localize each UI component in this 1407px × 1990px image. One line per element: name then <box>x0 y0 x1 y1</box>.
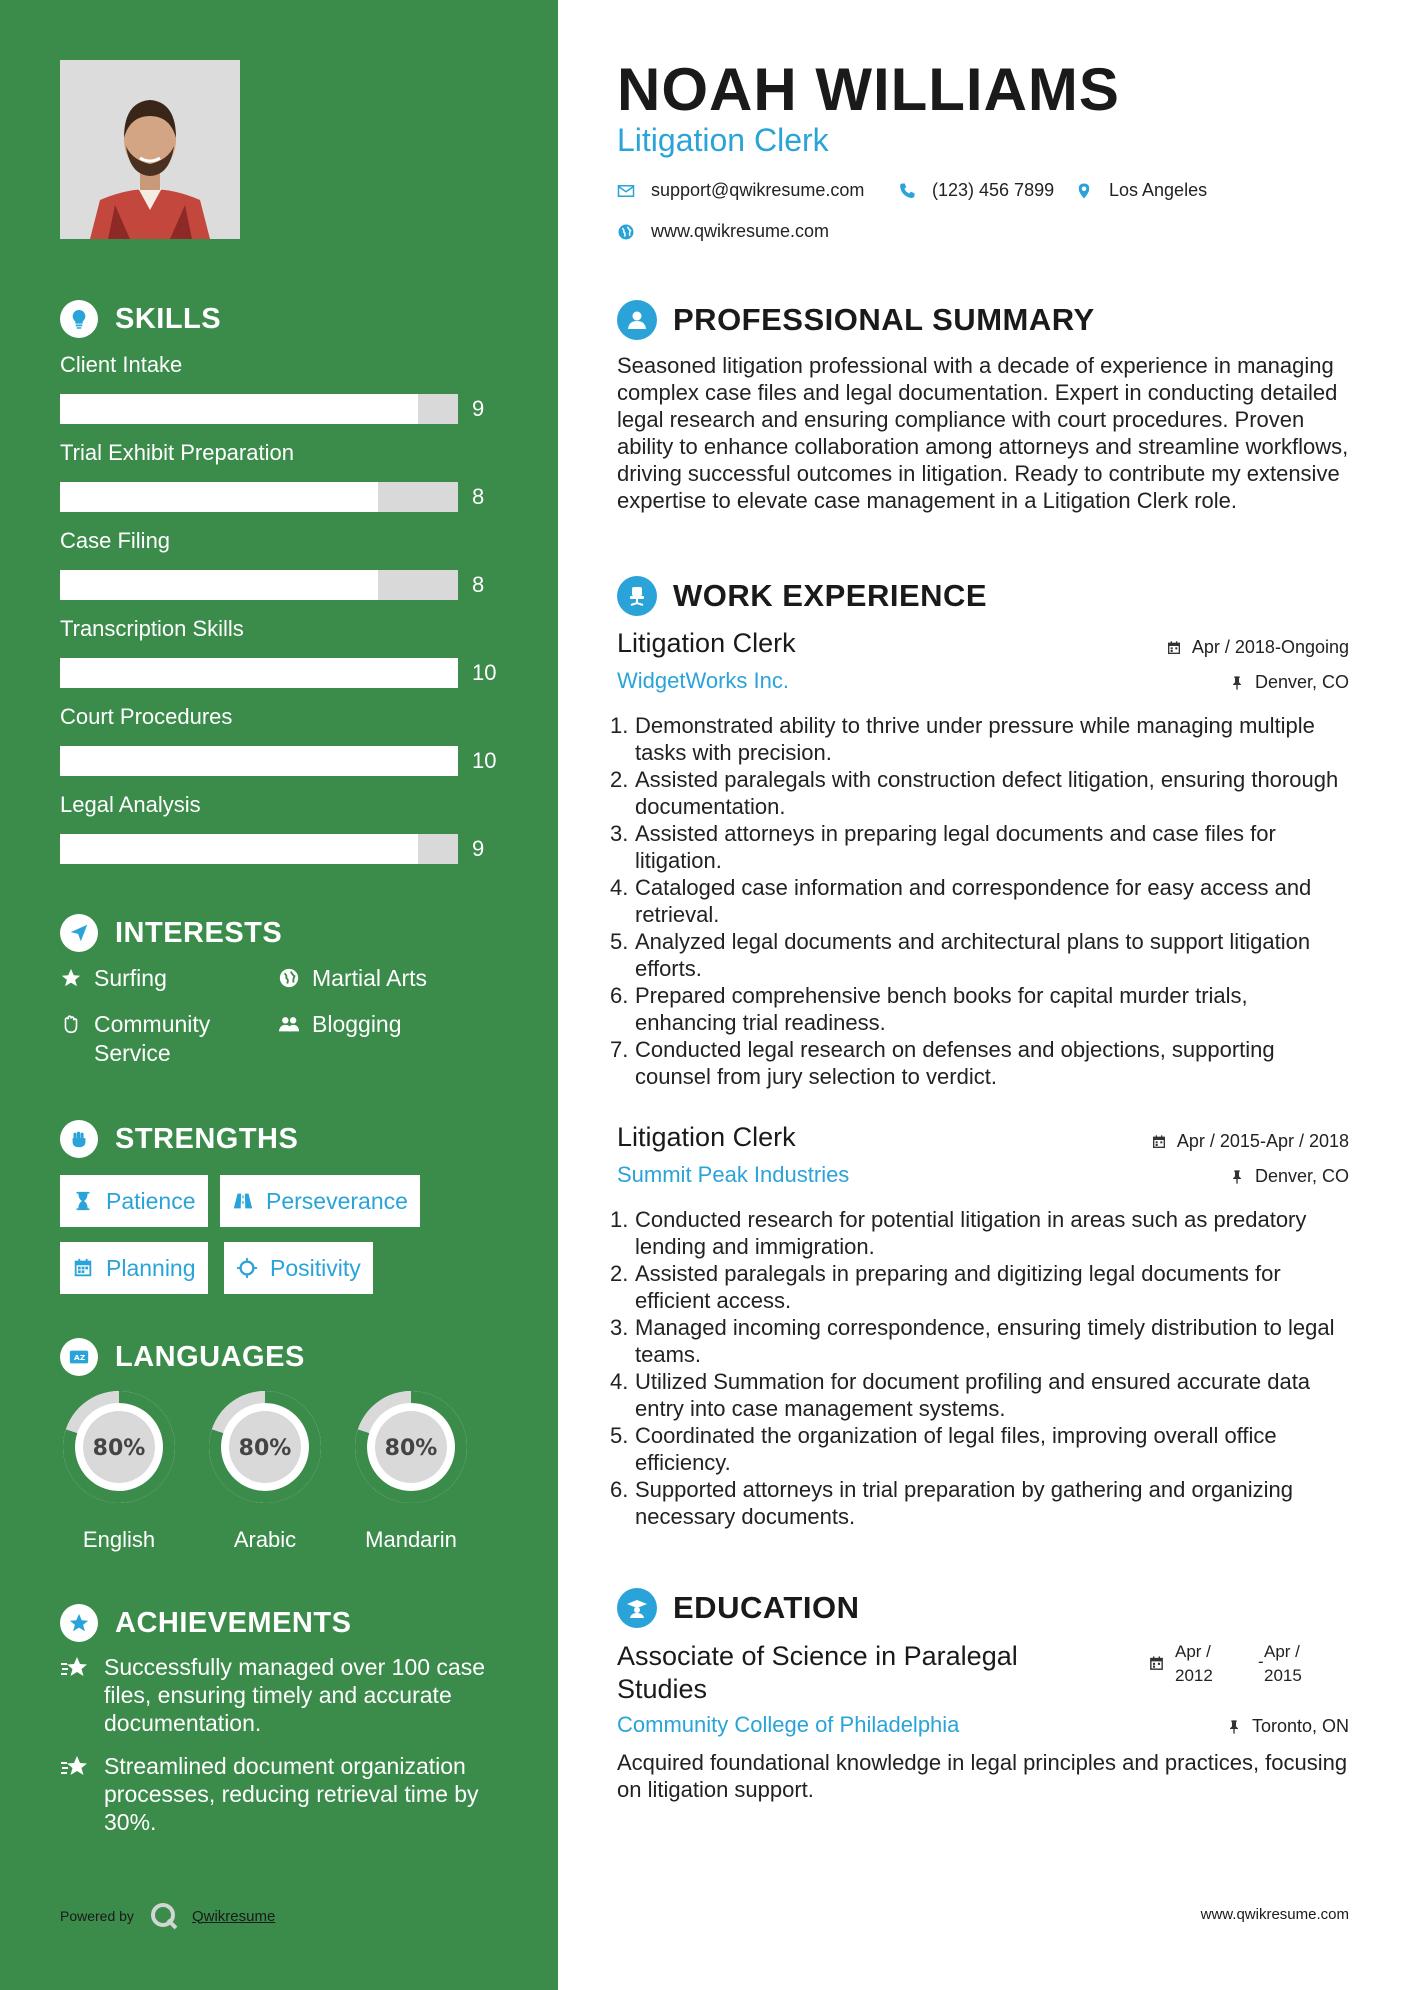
skill-bar-track <box>60 482 458 512</box>
award-star-icon <box>60 1604 98 1642</box>
calendar-icon <box>72 1257 94 1279</box>
strength-tag <box>60 1242 208 1294</box>
language-icon <box>60 1338 98 1376</box>
achievements-title: ACHIEVEMENTS <box>115 1606 352 1639</box>
education-location-text: Toronto, ON <box>1251 1716 1349 1736</box>
qwikresume-logo-icon <box>148 1900 180 1932</box>
languages-title: LANGUAGES <box>115 1340 305 1373</box>
skill-bar-fill <box>60 570 378 600</box>
list-item: 1. Demonstrated ability to thrive under pressure while managing multiple tasks with precision. <box>610 712 1350 766</box>
job-dates <box>1151 1131 1349 1152</box>
profile-photo-image <box>60 60 240 239</box>
skill-value: 10 <box>472 748 497 773</box>
strength-tag <box>224 1242 373 1294</box>
calendar-icon <box>1148 1655 1165 1672</box>
strength-tag <box>60 1175 208 1227</box>
powered-by <box>60 1900 275 1932</box>
job-location-text: Denver, CO <box>1254 672 1349 692</box>
summary-heading <box>617 300 1095 340</box>
list-item: 4. Cataloged case information and correspondence for easy access and retrieval. <box>610 874 1350 928</box>
road-icon <box>232 1190 254 1212</box>
strength-label: Patience <box>106 1187 196 1214</box>
list-item-text: Supported attorneys in trial preparation by gathering and organizing necessary documents. <box>635 1477 1293 1529</box>
location-text: Los Angeles <box>1109 180 1208 200</box>
skill-bar-track <box>60 746 458 776</box>
list-item: 2. Assisted paralegals in preparing and digitizing legal documents for efficient access. <box>610 1260 1350 1314</box>
list-item: 6. Prepared comprehensive bench books for capital murder trials, enhancing trial readiness. <box>610 982 1350 1036</box>
contact-location <box>1075 180 1207 201</box>
strength-label: Perseverance <box>266 1187 408 1214</box>
skill-name: Legal Analysis <box>60 792 201 817</box>
list-item-text: Prepared comprehensive bench books for capital murder trials, enhancing trial readiness. <box>635 983 1248 1035</box>
skill-item <box>60 438 500 512</box>
achievement-item <box>60 1653 500 1737</box>
summary-text: Seasoned litigation professional with a decade of experience in managing complex case files and legal documentation. Expert in conducting detailed legal research and ensuring compliance with court procedures. Proven ability to enhance collaboration among attorneys and streamline workflows, driving successful outcomes in litigation. Ready to contribute my extensive expertise to elevate case management in a Litigation Clerk role. <box>617 353 1349 513</box>
skills-heading <box>60 300 221 338</box>
list-item: 6. Supported attorneys in trial preparation by gathering and organizing necessary documents. <box>610 1476 1350 1530</box>
language-ring <box>203 1385 327 1509</box>
footer-url[interactable]: www.qwikresume.com <box>1200 1906 1349 1923</box>
skill-value: 9 <box>472 836 485 861</box>
globe-icon <box>278 967 300 989</box>
star-burst-icon <box>60 1754 90 1780</box>
skill-name: Trial Exhibit Preparation <box>60 440 294 465</box>
language-percent: 80% <box>238 1436 292 1461</box>
list-item: 3. Assisted attorneys in preparing legal documents and case files for litigation. <box>610 820 1350 874</box>
skill-bar-track <box>60 658 458 688</box>
star-icon <box>60 967 82 989</box>
list-item: 7. Conducted legal research on defenses and objections, supporting counsel from jury selection to verdict. <box>610 1036 1350 1090</box>
list-item: 4. Utilized Summation for document profiling and ensured accurate data entry into case management systems. <box>610 1368 1350 1422</box>
job-title: Litigation Clerk <box>617 1122 796 1152</box>
language-name: Mandarin <box>365 1527 457 1552</box>
skill-name: Court Procedures <box>60 704 233 729</box>
strength-label: Planning <box>106 1254 196 1281</box>
job-dates-text: Apr / 2015-Apr / 2018 <box>1176 1131 1349 1151</box>
strength-label: Positivity <box>270 1254 361 1281</box>
interest-item <box>278 964 427 993</box>
job-responsibilities <box>610 712 1350 1090</box>
svg-text:A: A <box>73 1353 80 1363</box>
envelope-icon <box>617 182 635 200</box>
hourglass-icon <box>72 1190 94 1212</box>
interest-item <box>60 1010 250 1068</box>
job-title: Litigation Clerk <box>617 628 796 658</box>
svg-text:Z: Z <box>79 1353 86 1363</box>
education-location <box>1226 1716 1349 1737</box>
pushpin-icon <box>1229 675 1245 691</box>
skill-bar-fill <box>60 394 418 424</box>
sidebar <box>0 0 558 1990</box>
job-responsibilities <box>610 1206 1350 1530</box>
fist-icon <box>60 1120 98 1158</box>
list-item-text: Assisted paralegals with construction defect litigation, ensuring thorough documentation. <box>635 767 1339 819</box>
education-date-separator: - <box>1258 1652 1264 1671</box>
list-item-text: Demonstrated ability to thrive under pressure while managing multiple tasks with precision. <box>635 713 1315 765</box>
skill-name: Case Filing <box>60 528 171 553</box>
summary-title: PROFESSIONAL SUMMARY <box>673 302 1095 337</box>
interest-label: Martial Arts <box>312 965 428 991</box>
users-icon <box>278 1013 300 1035</box>
experience-heading <box>617 576 987 616</box>
language-item <box>349 1385 473 1553</box>
pushpin-icon <box>1226 1719 1242 1735</box>
skill-value: 10 <box>472 660 497 685</box>
skills-title: SKILLS <box>115 302 222 335</box>
paper-plane-icon <box>60 914 98 952</box>
profile-photo <box>60 60 240 239</box>
interests-heading <box>60 914 282 952</box>
skill-name: Client Intake <box>60 352 183 377</box>
school-name: Community College of Philadelphia <box>617 1712 960 1737</box>
email-text: support@qwikresume.com <box>651 180 865 200</box>
interest-item <box>278 1010 402 1039</box>
list-item-text: Utilized Summation for document profiling and ensured accurate data entry into case management systems. <box>635 1369 1311 1421</box>
list-item-text: Conducted research for potential litigation in areas such as predatory lending and immigration. <box>635 1207 1307 1259</box>
achievements-heading <box>60 1604 351 1642</box>
skill-bar-track <box>60 394 458 424</box>
website-text: www.qwikresume.com <box>651 221 830 241</box>
interest-label: Blogging <box>312 1011 402 1037</box>
globe-icon <box>617 223 635 241</box>
language-ring <box>57 1385 181 1509</box>
list-item: 1. Conducted research for potential litigation in areas such as predatory lending and immigration. <box>610 1206 1350 1260</box>
list-item-text: Assisted paralegals in preparing and digitizing legal documents for efficient access. <box>635 1261 1281 1313</box>
languages-heading <box>60 1338 305 1376</box>
interest-label: Community Service <box>94 1011 211 1066</box>
skill-value: 8 <box>472 572 485 597</box>
list-item: 2. Assisted paralegals with construction defect litigation, ensuring thorough documentation. <box>610 766 1350 820</box>
strength-tag <box>220 1175 420 1227</box>
language-ring <box>349 1385 473 1509</box>
experience-title: WORK EXPERIENCE <box>673 578 988 613</box>
language-name: Arabic <box>233 1527 297 1552</box>
language-item <box>57 1385 181 1553</box>
hand-icon <box>60 1013 82 1035</box>
list-item-text: Cataloged case information and correspondence for easy access and retrieval. <box>635 875 1312 927</box>
list-item-text: Assisted attorneys in preparing legal documents and case files for litigation. <box>635 821 1276 873</box>
phone-text: (123) 456 7899 <box>932 180 1055 200</box>
office-chair-icon <box>617 576 657 616</box>
skill-item <box>60 790 500 864</box>
interests-title: INTERESTS <box>115 916 283 949</box>
phone-icon <box>898 182 916 200</box>
education-end-date: Apr / 2015 <box>1264 1642 1302 1685</box>
job-dates-text: Apr / 2018-Ongoing <box>1191 637 1349 657</box>
skill-item <box>60 526 500 600</box>
strengths-title: STRENGTHS <box>115 1122 299 1155</box>
skill-bar-track <box>60 570 458 600</box>
list-item: 3. Managed incoming correspondence, ensuring timely distribution to legal teams. <box>610 1314 1350 1368</box>
star-burst-icon <box>60 1655 90 1681</box>
contact-email[interactable] <box>617 180 864 201</box>
list-item-text: Analyzed legal documents and architectural plans to support litigation efforts. <box>635 929 1311 981</box>
pushpin-icon <box>1229 1169 1245 1185</box>
achievement-item <box>60 1752 500 1836</box>
candidate-title: Litigation Clerk <box>617 122 829 158</box>
education-description: Acquired foundational knowledge in legal principles and practices, focusing on litigation support. <box>617 1750 1348 1802</box>
achievement-text: Streamlined document organization processes, reducing retrieval time by 30%. <box>104 1753 479 1835</box>
skill-name: Transcription Skills <box>60 616 244 641</box>
list-item: 5. Analyzed legal documents and architectural plans to support litigation efforts. <box>610 928 1350 982</box>
map-marker-icon <box>1075 182 1093 200</box>
candidate-name: NOAH WILLIAMS <box>617 56 1120 123</box>
language-percent: 80% <box>92 1436 146 1461</box>
skill-item <box>60 702 500 776</box>
language-percent: 80% <box>384 1436 438 1461</box>
contact-phone[interactable] <box>898 180 1054 201</box>
education-heading <box>617 1588 859 1628</box>
graduate-icon <box>617 1588 657 1628</box>
interest-item <box>60 964 167 993</box>
list-item-text: Managed incoming correspondence, ensuring timely distribution to legal teams. <box>635 1315 1335 1367</box>
list-item: 5. Coordinated the organization of legal files, improving overall office efficiency. <box>610 1422 1350 1476</box>
job-company: Summit Peak Industries <box>617 1162 850 1187</box>
powered-by-brand-link[interactable]: Qwikresume <box>191 1907 276 1925</box>
list-item-text: Conducted legal research on defenses and objections, supporting counsel from jury selection to verdict. <box>635 1037 1275 1089</box>
degree-title: Associate of Science in Paralegal Studies <box>617 1641 1018 1704</box>
education-title: EDUCATION <box>673 1590 860 1625</box>
lightbulb-icon <box>60 300 98 338</box>
achievement-text: Successfully managed over 100 case files, ensuring timely and accurate documentation. <box>104 1654 485 1736</box>
skill-bar-track <box>60 834 458 864</box>
skill-item <box>60 350 500 424</box>
job-location <box>1229 672 1349 693</box>
skill-bar-fill <box>60 746 458 776</box>
calendar-icon <box>1151 1134 1167 1150</box>
skill-bar-fill <box>60 658 458 688</box>
strengths-heading <box>60 1120 298 1158</box>
list-item-text: Coordinated the organization of legal files, improving overall office efficiency. <box>635 1423 1277 1475</box>
interest-label: Surfing <box>94 965 167 991</box>
skill-value: 8 <box>472 484 485 509</box>
sun-icon <box>236 1257 258 1279</box>
education-start-date: Apr / 2012 <box>1175 1642 1213 1685</box>
job-location <box>1229 1166 1349 1187</box>
skill-bar-fill <box>60 834 418 864</box>
contact-website[interactable] <box>617 221 829 242</box>
powered-by-label: Powered by <box>60 1908 134 1924</box>
language-item <box>203 1385 327 1553</box>
user-icon <box>617 300 657 340</box>
skill-value: 9 <box>472 396 485 421</box>
job-company: WidgetWorks Inc. <box>617 668 789 693</box>
language-name: English <box>82 1527 156 1552</box>
job-location-text: Denver, CO <box>1254 1166 1349 1186</box>
skill-item <box>60 614 500 688</box>
skill-bar-fill <box>60 482 378 512</box>
job-dates <box>1166 637 1349 658</box>
calendar-icon <box>1166 640 1182 656</box>
